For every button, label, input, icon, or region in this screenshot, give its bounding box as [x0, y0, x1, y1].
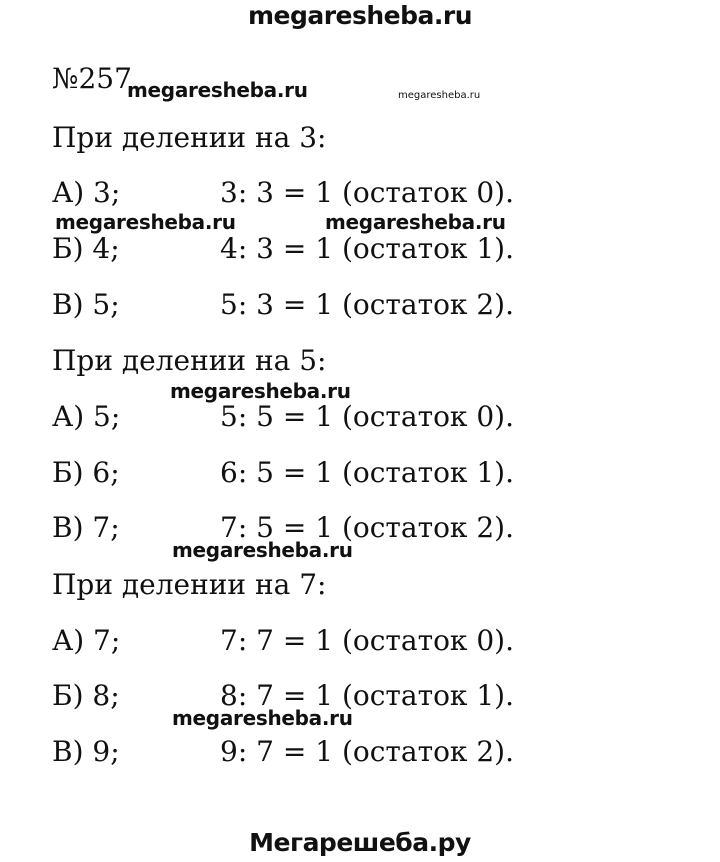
case-label: В) 5;: [52, 288, 120, 321]
section-heading: При делении на 3:: [52, 121, 327, 154]
case-equation: 7: 5 = 1 (остаток 2).: [220, 511, 514, 544]
section-heading: При делении на 7:: [52, 568, 327, 601]
case-equation: 5: 3 = 1 (остаток 2).: [220, 288, 514, 321]
site-header-link[interactable]: megaresheba.ru: [247, 1, 473, 30]
case-label: Б) 6;: [52, 456, 120, 489]
watermark: megaresheba.ru: [325, 210, 506, 234]
case-label: А) 3;: [52, 176, 121, 209]
case-label: Б) 8;: [52, 679, 120, 712]
watermark: megaresheba.ru: [170, 379, 351, 403]
case-equation: 8: 7 = 1 (остаток 1).: [220, 679, 514, 712]
case-label: Б) 4;: [52, 232, 120, 265]
case-label: А) 5;: [52, 400, 121, 433]
watermark: megaresheba.ru: [398, 90, 481, 101]
site-footer-link[interactable]: Мегарешеба.ру: [249, 828, 471, 857]
watermark: megaresheba.ru: [127, 78, 308, 102]
case-equation: 7: 7 = 1 (остаток 0).: [220, 624, 514, 657]
case-label: А) 7;: [52, 624, 121, 657]
case-equation: 9: 7 = 1 (остаток 2).: [220, 735, 514, 768]
case-equation: 6: 5 = 1 (остаток 1).: [220, 456, 514, 489]
case-label: В) 9;: [52, 735, 120, 768]
section-heading: При делении на 5:: [52, 344, 327, 377]
watermark: megaresheba.ru: [55, 210, 236, 234]
case-equation: 4: 3 = 1 (остаток 1).: [220, 232, 514, 265]
watermark: megaresheba.ru: [172, 538, 353, 562]
problem-number: №257: [52, 62, 132, 95]
case-label: В) 7;: [52, 511, 120, 544]
case-equation: 3: 3 = 1 (остаток 0).: [220, 176, 514, 209]
watermark: megaresheba.ru: [172, 706, 353, 730]
case-equation: 5: 5 = 1 (остаток 0).: [220, 400, 514, 433]
